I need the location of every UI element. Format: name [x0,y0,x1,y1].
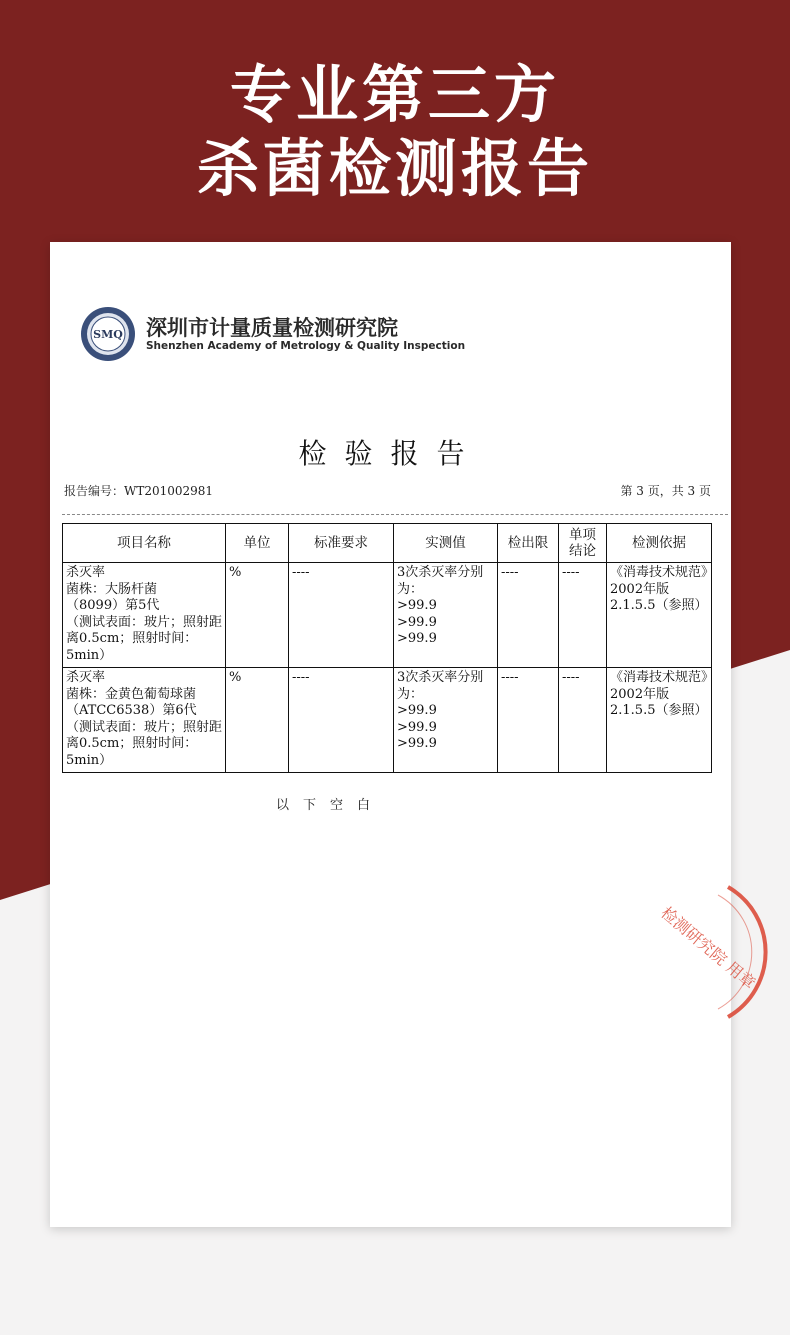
cell-basis: 《消毒技术规范》2002年版2.1.5.5（参照） [607,563,712,668]
smq-seal-icon [80,306,136,362]
headline-line-1: 专业第三方 [229,58,560,131]
stamp-text: 检测研究院 用章 [657,903,760,993]
divider [62,514,728,515]
page-headline [0,58,790,206]
col-header: 检出限 [498,524,559,563]
logo-text: SMQ [93,328,123,341]
col-header: 实测值 [394,524,498,563]
cell-standard: ---- [289,668,394,773]
table-header-row [63,524,712,563]
cell-basis: 《消毒技术规范》2002年版2.1.5.5（参照） [607,668,712,773]
cell-limit: ---- [498,563,559,668]
institute-name-cn: 深圳市计量质量检测研究院 [146,316,398,340]
headline-line-2: 杀菌检测报告 [196,132,593,205]
report-sheet [50,242,760,1227]
page-info: 第 3 页，共 3 页 [620,484,711,498]
col-header: 项目名称 [63,524,226,563]
cell-measured: 3次杀灭率分别为： >99.9 >99.9 >99.9 [394,563,498,668]
col-header: 标准要求 [289,524,394,563]
cell-measured: 3次杀灭率分别为： >99.9 >99.9 >99.9 [394,668,498,773]
cell-limit: ---- [498,668,559,773]
blank-note: 以下空白 [275,798,384,813]
results-table [62,523,712,773]
cell-conclusion: ---- [559,563,607,668]
table-row [63,668,712,773]
cell-unit: % [226,563,289,668]
cell-conclusion: ---- [559,668,607,773]
table-row [63,563,712,668]
cell-unit: % [226,668,289,773]
official-stamp-icon [618,877,760,1027]
col-header: 单位 [226,524,289,563]
col-header: 单项 结论 [559,524,607,563]
institute-name-en: Shenzhen Academy of Metrology & Quality Inspection [146,340,466,352]
report-number: 报告编号：WT201002981 [64,484,214,498]
col-header: 检测依据 [607,524,712,563]
cell-item: 杀灭率 菌株：大肠杆菌 （8099）第5代 （测试表面：玻片；照射距离0.5cm；照射时间：5min） [63,563,226,668]
cell-item: 杀灭率 菌株：金黄色葡萄球菌（ATCC6538）第6代 （测试表面：玻片；照射距离0.5cm；照射时间：5min） [63,668,226,773]
report-title: 检验报告 [298,437,483,470]
cell-standard: ---- [289,563,394,668]
institute-logo [80,306,500,366]
